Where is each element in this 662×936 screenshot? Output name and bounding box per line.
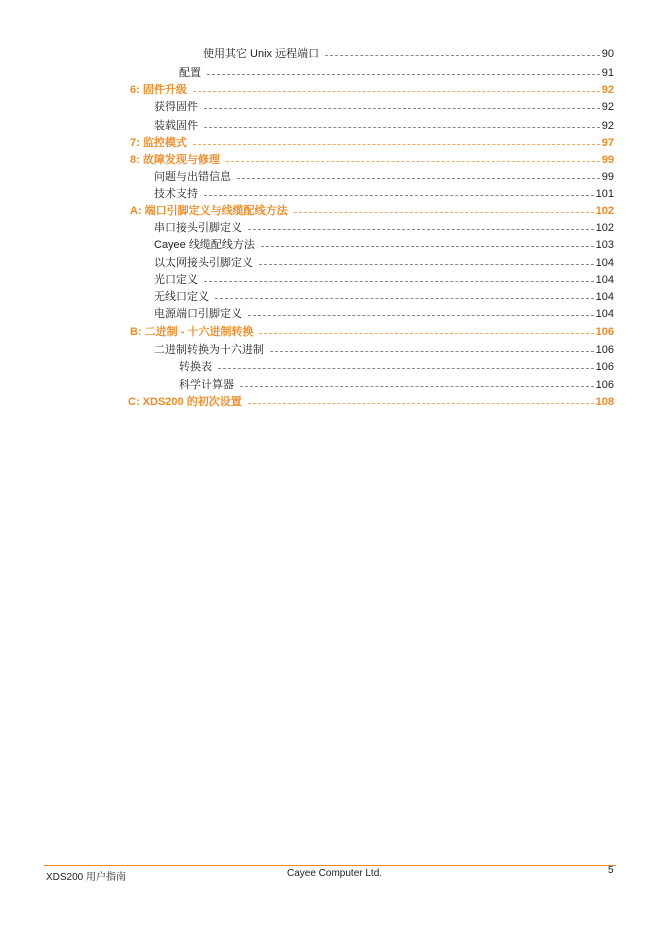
toc-entry-page: 108 (595, 396, 614, 408)
toc-entry-page: 99 (601, 154, 614, 166)
dot-leader (237, 177, 600, 179)
dot-leader (193, 143, 600, 145)
toc-entry-label: 问题与出错信息 (154, 171, 231, 183)
dot-leader (193, 90, 600, 92)
toc-entry[interactable] (179, 65, 614, 81)
toc-entry[interactable] (154, 289, 614, 305)
dot-leader (240, 385, 594, 387)
toc-entry[interactable] (154, 255, 614, 271)
toc-entry-page: 106 (595, 326, 614, 338)
toc-chapter-entry[interactable] (130, 82, 614, 98)
dot-leader (207, 73, 600, 75)
toc-entry-label: 串口接头引脚定义 (154, 222, 242, 234)
toc-chapter-entry[interactable] (130, 135, 614, 151)
toc-entry-page: 102 (595, 222, 614, 234)
dot-leader (248, 314, 594, 316)
dot-leader (248, 402, 594, 404)
toc-entry-page: 104 (595, 291, 614, 303)
footer-document-title: XDS200 用户指南 (46, 872, 127, 883)
page-number: 5 (608, 865, 614, 876)
toc-entry[interactable] (154, 342, 614, 358)
toc-entry-page: 91 (601, 67, 614, 79)
toc-entry-page: 106 (595, 344, 614, 356)
toc-entry[interactable] (203, 46, 614, 62)
toc-entry-label: 二进制转换为十六进制 (154, 344, 264, 356)
dot-leader (270, 350, 594, 352)
toc-chapter-entry[interactable] (130, 152, 614, 168)
toc-entry-label: 7: 监控模式 (130, 137, 187, 149)
dot-leader (259, 332, 593, 334)
toc-entry-label: A: 端口引脚定义与线缆配线方法 (130, 205, 288, 217)
toc-entry[interactable] (154, 99, 614, 115)
toc-entry-label: 转换表 (179, 361, 212, 373)
toc-entry-page: 90 (601, 48, 614, 60)
toc-entry-label: 技术支持 (154, 188, 198, 200)
toc-entry-label: B: 二进制 - 十六进制转换 (130, 326, 254, 338)
toc-entry-label: 6: 固件升级 (130, 84, 187, 96)
toc-entry[interactable] (154, 306, 614, 322)
toc-chapter-entry[interactable] (130, 324, 614, 340)
dot-leader (204, 194, 594, 196)
dot-leader (204, 126, 600, 128)
toc-entry-label: 使用其它 Unix 远程端口 (203, 48, 320, 60)
toc-entry-page: 103 (595, 239, 614, 251)
dot-leader (248, 228, 594, 230)
toc-entry-page: 97 (601, 137, 614, 149)
toc-entry-label: 电源端口引脚定义 (154, 308, 242, 320)
toc-entry-label: 以太网接头引脚定义 (154, 257, 253, 269)
dot-leader (325, 54, 600, 56)
toc-entry[interactable] (154, 272, 614, 288)
toc-entry-label: 装载固件 (154, 120, 198, 132)
toc-entry-page: 104 (595, 308, 614, 320)
toc-entry-label: 光口定义 (154, 274, 198, 286)
toc-entry[interactable] (154, 118, 614, 134)
toc-entry-label: 无线口定义 (154, 291, 209, 303)
toc-entry-page: 101 (595, 188, 614, 200)
toc-entry-label: Cayee 线缆配线方法 (154, 239, 255, 251)
toc-entry[interactable] (179, 359, 614, 375)
toc-entry-page: 92 (601, 84, 614, 96)
dot-leader (204, 107, 600, 109)
toc-entry[interactable] (154, 220, 614, 236)
toc-entry-page: 102 (595, 205, 614, 217)
toc-chapter-entry[interactable] (128, 394, 614, 410)
dot-leader (215, 297, 594, 299)
toc-entry-page: 99 (601, 171, 614, 183)
toc-entry-page: 104 (595, 257, 614, 269)
dot-leader (218, 367, 594, 369)
toc-entry[interactable] (179, 377, 614, 393)
toc-entry-page: 104 (595, 274, 614, 286)
toc-entry[interactable] (154, 237, 614, 253)
toc-entry-page: 92 (601, 101, 614, 113)
dot-leader (294, 211, 594, 213)
dot-leader (226, 160, 600, 162)
dot-leader (259, 263, 594, 265)
toc-entry-page: 106 (595, 361, 614, 373)
toc-entry-label: 8: 故障发现与修理 (130, 154, 220, 166)
toc-entry-label: 获得固件 (154, 101, 198, 113)
dot-leader (204, 280, 594, 282)
toc-entry-label: C: XDS200 的初次设置 (128, 396, 242, 408)
dot-leader (261, 245, 594, 247)
toc-entry-page: 106 (595, 379, 614, 391)
toc-chapter-entry[interactable] (130, 203, 614, 219)
toc-entry-page: 92 (601, 120, 614, 132)
toc-entry-label: 科学计算器 (179, 379, 234, 391)
toc-entry-label: 配置 (179, 67, 201, 79)
toc-entry[interactable] (154, 169, 614, 185)
footer-company: Cayee Computer Ltd. (287, 868, 383, 879)
footer-divider (44, 865, 616, 866)
toc-entry[interactable] (154, 186, 614, 202)
